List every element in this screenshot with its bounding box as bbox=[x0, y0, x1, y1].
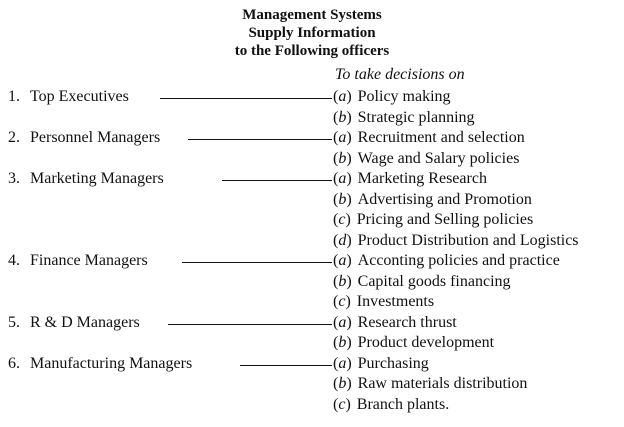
decision-letter: (b) bbox=[333, 190, 352, 208]
officer-number: 4. bbox=[8, 252, 20, 269]
decision-item bbox=[333, 232, 579, 250]
decision-text: Investments bbox=[356, 293, 435, 310]
decision-text: Product Distribution and Logistics bbox=[357, 231, 579, 249]
decision-letter: (a) bbox=[333, 252, 352, 269]
connector-line bbox=[182, 262, 332, 263]
decision-letter: (b) bbox=[333, 108, 352, 126]
connector-line bbox=[168, 324, 332, 325]
decision-text: Advertising and Promotion bbox=[357, 190, 532, 208]
connector-line bbox=[240, 365, 332, 366]
decision-text: Marketing Research bbox=[357, 170, 487, 187]
diagram-title bbox=[0, 6, 624, 60]
decision-text: Product development bbox=[357, 334, 495, 351]
decision-text: Acconting policies and practice bbox=[357, 252, 560, 269]
decision-letter: (a) bbox=[333, 313, 352, 331]
officer-name: Personnel Managers bbox=[30, 129, 161, 146]
decision-letter: (a) bbox=[333, 129, 352, 146]
title-line: to the Following officers bbox=[234, 43, 390, 59]
officer-number: 6. bbox=[8, 354, 20, 372]
decision-item bbox=[333, 88, 451, 106]
officer-name: Manufacturing Managers bbox=[30, 354, 193, 372]
decision-letter: (c) bbox=[333, 293, 351, 310]
decision-letter: (a) bbox=[333, 88, 352, 105]
decision-text: Recruitment and selection bbox=[357, 129, 525, 146]
decision-letter: (b) bbox=[333, 272, 352, 290]
decision-item bbox=[333, 150, 519, 168]
decisions-subheading: To take decisions on bbox=[335, 66, 465, 83]
officer-label bbox=[8, 314, 140, 332]
decision-item bbox=[333, 375, 527, 393]
officer-number: 5. bbox=[8, 313, 20, 331]
decision-text: Raw materials distribution bbox=[357, 375, 528, 392]
decision-text: Policy making bbox=[357, 88, 451, 105]
connector-line bbox=[222, 180, 332, 181]
decision-item bbox=[333, 314, 457, 332]
officer-name: Finance Managers bbox=[30, 252, 148, 269]
decision-item bbox=[333, 396, 449, 414]
decision-item bbox=[333, 170, 487, 188]
officer-name: R & D Managers bbox=[30, 313, 140, 331]
decision-letter: (b) bbox=[333, 334, 352, 351]
officer-label bbox=[8, 129, 160, 147]
decision-item bbox=[333, 273, 511, 291]
decision-item bbox=[333, 211, 533, 229]
officer-label bbox=[8, 252, 148, 270]
officer-label bbox=[8, 355, 192, 373]
officer-name: Marketing Managers bbox=[30, 170, 164, 187]
decision-text: Pricing and Selling policies bbox=[356, 211, 534, 228]
officer-name: Top Executives bbox=[30, 88, 129, 105]
decision-letter: (d) bbox=[333, 231, 352, 249]
officer-label bbox=[8, 88, 129, 106]
decision-text: Strategic planning bbox=[357, 108, 475, 126]
connector-line bbox=[188, 139, 332, 140]
decision-item bbox=[333, 109, 475, 127]
decision-letter: (c) bbox=[333, 395, 351, 413]
title-line: Supply Information bbox=[248, 25, 376, 41]
decision-letter: (b) bbox=[333, 375, 352, 392]
decision-text: Capital goods financing bbox=[357, 272, 511, 290]
officer-number: 3. bbox=[8, 170, 20, 187]
decision-text: Purchasing bbox=[357, 354, 429, 372]
decision-text: Wage and Salary policies bbox=[357, 149, 520, 167]
decision-letter: (a) bbox=[333, 170, 352, 187]
decision-text: Research thrust bbox=[357, 313, 457, 331]
decision-letter: (a) bbox=[333, 354, 352, 372]
decision-letter: (b) bbox=[333, 149, 352, 167]
officer-number: 1. bbox=[8, 88, 20, 105]
decision-letter: (c) bbox=[333, 211, 351, 228]
decision-item bbox=[333, 355, 429, 373]
officer-number: 2. bbox=[8, 129, 20, 146]
officer-label bbox=[8, 170, 164, 188]
decision-item bbox=[333, 252, 560, 270]
connector-line bbox=[160, 98, 332, 99]
title-line: Management Systems bbox=[242, 7, 382, 23]
decision-item bbox=[333, 191, 532, 209]
decision-item bbox=[333, 293, 434, 311]
decision-item bbox=[333, 334, 494, 352]
decision-item bbox=[333, 129, 525, 147]
decision-text: Branch plants. bbox=[356, 395, 450, 413]
